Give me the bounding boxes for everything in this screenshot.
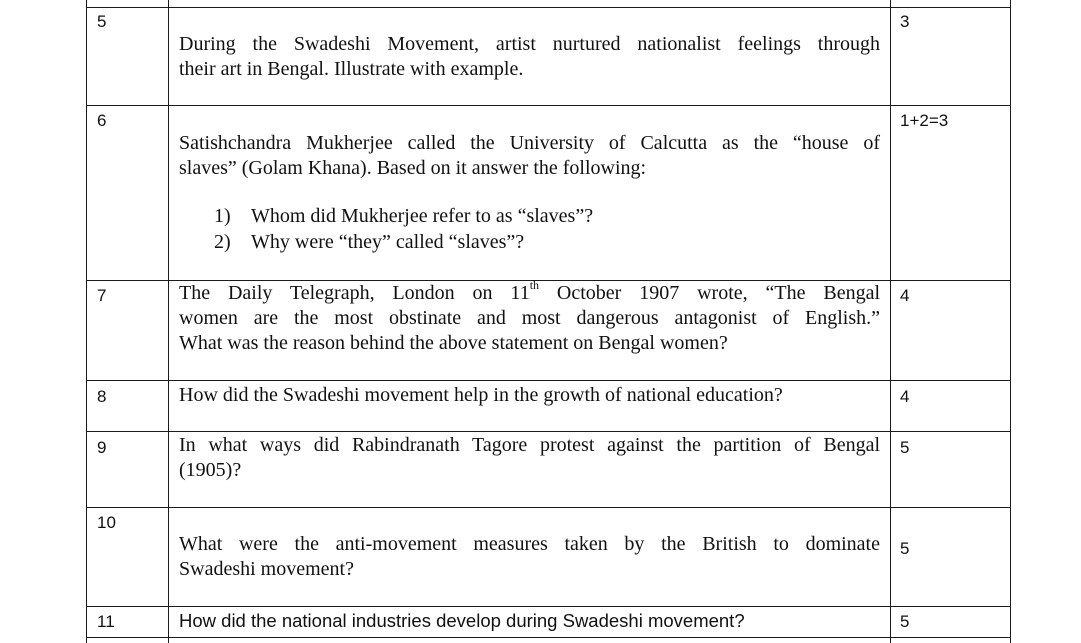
- question-text: [179, 32, 880, 82]
- question-line: What were the anti-movement measures taken by the British to dominate: [179, 533, 880, 555]
- question-line: How did the national industries develop during Swadeshi movement?: [179, 610, 745, 631]
- question-line: Satishchandra Mukherjee called the University of Calcutta as the “house of: [179, 132, 880, 154]
- question-marks: 3: [900, 12, 910, 31]
- table-rule: [86, 507, 1011, 508]
- table-rule: [86, 606, 1011, 607]
- question-number: 11: [97, 612, 115, 631]
- table-rule: [168, 0, 169, 643]
- question-line-start: The Daily Telegraph, London on 11: [179, 282, 530, 304]
- table-rule: [890, 0, 891, 643]
- subquestion: [214, 231, 524, 254]
- question-number: 7: [97, 286, 107, 305]
- question-number: 9: [97, 438, 107, 457]
- subquestion-text: Whom did Mukherjee refer to as “slaves”?: [251, 205, 594, 227]
- question-number: 6: [97, 111, 107, 130]
- table-rule: [86, 380, 1011, 381]
- question-line-end: October 1907 wrote, “The Bengal: [539, 282, 881, 304]
- question-text: [179, 131, 880, 181]
- question-marks: 5: [900, 612, 910, 631]
- question-text: [179, 433, 880, 483]
- table-rule: [1010, 0, 1011, 643]
- subquestion-index: 1): [214, 205, 231, 227]
- table-rule: [86, 105, 1011, 106]
- table-rule: [86, 7, 1011, 8]
- subquestion-index: 2): [214, 231, 231, 253]
- question-text: [179, 532, 880, 582]
- subquestion-text: Why were “they” called “slaves”?: [251, 231, 525, 253]
- question-marks: 4: [900, 387, 910, 406]
- question-line: [179, 278, 881, 306]
- question-line: How did the Swadeshi movement help in the growth of national education?: [179, 384, 783, 406]
- table-rule: [86, 0, 87, 643]
- subquestion: [214, 205, 593, 228]
- question-line: During the Swadeshi Movement, artist nurtured nationalist feelings through: [179, 33, 880, 55]
- question-line: their art in Bengal. Illustrate with example.: [179, 58, 524, 80]
- question-line: In what ways did Rabindranath Tagore protest against the partition of Bengal: [179, 434, 880, 456]
- question-line: slaves” (Golam Khana). Based on it answer the following:: [179, 157, 647, 179]
- ordinal-suffix: th: [529, 278, 540, 293]
- question-line: women are the most obstinate and most dangerous antagonist of English.”: [179, 307, 880, 329]
- question-text: [179, 608, 880, 633]
- question-number: 10: [97, 513, 116, 532]
- table-rule: [86, 431, 1011, 432]
- question-marks: 1+2=3: [900, 111, 949, 130]
- question-number: 8: [97, 387, 107, 406]
- question-marks: 5: [900, 438, 910, 457]
- table-rule: [86, 637, 1011, 638]
- question-line: (1905)?: [179, 459, 242, 481]
- question-line: What was the reason behind the above statement on Bengal women?: [179, 332, 728, 354]
- question-number: 5: [97, 12, 107, 31]
- question-marks: 4: [900, 286, 910, 305]
- question-text: [179, 383, 880, 408]
- question-text: [179, 278, 881, 356]
- question-line: Swadeshi movement?: [179, 558, 354, 580]
- question-marks: 5: [900, 539, 910, 558]
